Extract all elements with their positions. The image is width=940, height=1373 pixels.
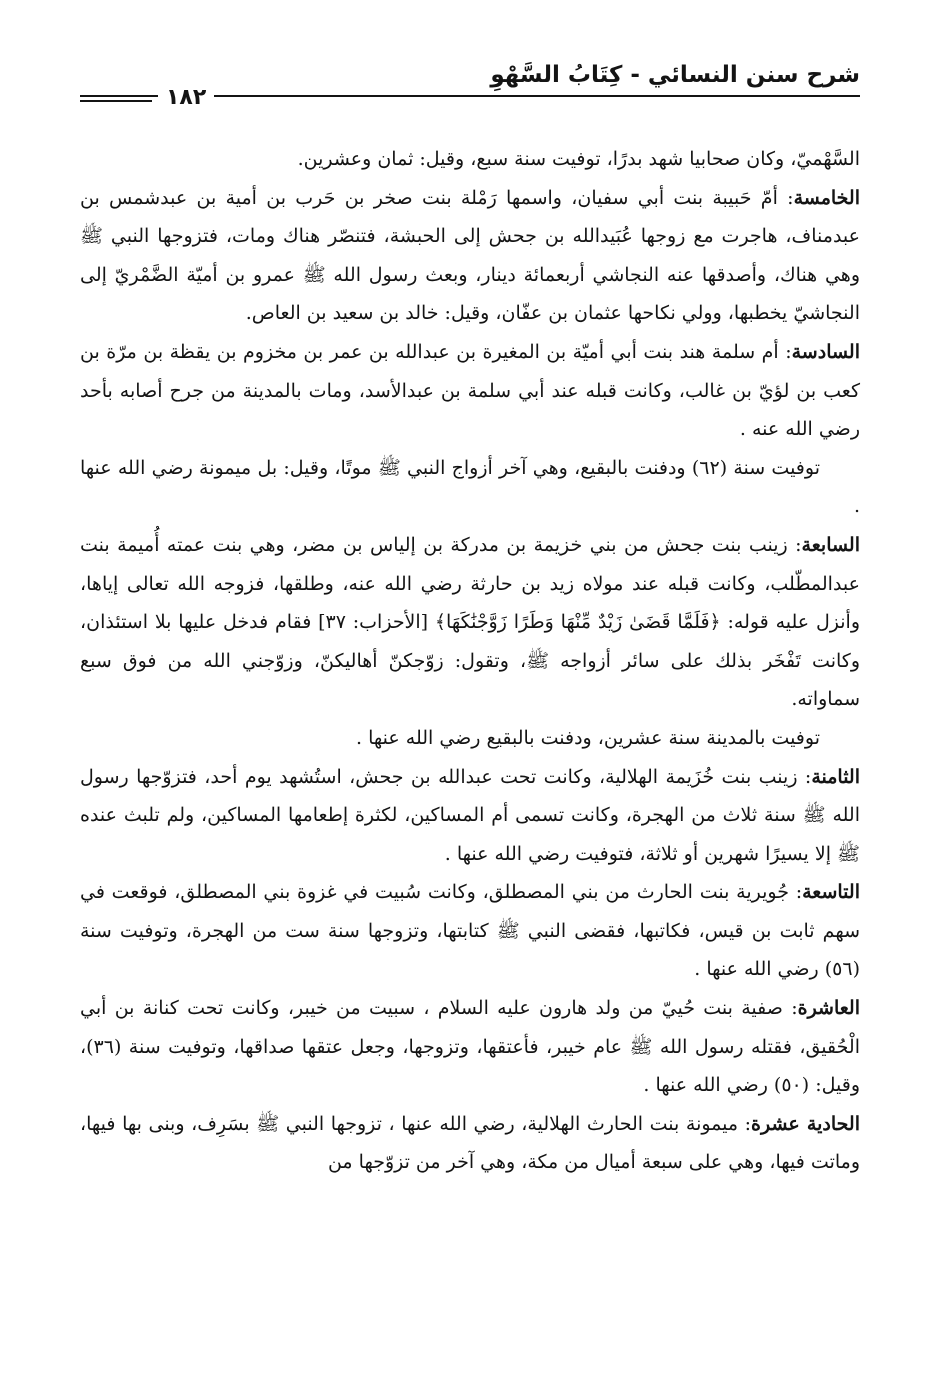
running-header: [80, 52, 860, 112]
paragraph-2: [80, 179, 860, 333]
paragraph-10: [80, 1105, 860, 1182]
paragraph-text: : أم سلمة هند بنت أبي أميّة بن المغيرة بن عبدالله بن عمر بن مخزوم بن يقظة بن مرّة بن كعب بن لؤيّ بن غالب، وكانت قبله عند أبي سلمة بن عبدالأسد، ومات بالمدينة من جرح أصابه بأحد رضي الله عنه .: [80, 340, 860, 441]
paragraph-text: : صفية بنت حُييّ من ولد هارون عليه السلام ، سبيت من خيبر، وكانت تحت كنانة بن أبي الْحُقيق، فقتله رسول الله ﷺ عام خيبر، فأعتقها، وتزوجها، وجعل عتقها صداقها، وتوفيت سنة (٣٦)، وقيل: (٥٠) رضي الله عنها .: [80, 997, 860, 1097]
paragraph-text: : أمّ حَبيبة بنت أبي سفيان، واسمها رَمْلة بنت صخر بن حَرب بن أمية بن عبدشمس بن عبدمناف، هاجرت مع زوجها عُبَيدالله بن جحش إلى الحبشة، فتنصّر هناك ومات، فتزوجها النبي ﷺ وهي هناك، وأصدقها عنه النجاشي أربعمائة دينار، وبعث رسول الله ﷺ عمرو بن أميّة الضَّمْريّ إلى النجاشيّ يخطبها، وولي نكاحها عثمان بن عفّان، وقيل: خالد بن سعيد بن العاص.: [80, 186, 860, 325]
paragraph-lead: التاسعة: [802, 881, 860, 904]
paragraph-text: توفيت بالمدينة سنة عشرين، ودفنت بالبقيع رضي الله عنها .: [356, 726, 820, 749]
paragraph-lead: الحادية عشرة: [751, 1112, 860, 1135]
paragraph-lead: الثامنة: [811, 765, 860, 788]
paragraph-3: [80, 333, 860, 449]
paragraph-4: [80, 449, 860, 526]
paragraph-text: : جُويرية بنت الحارث من بني المصطلق، وكانت سُبيت في غزوة بني المصطلق، فوقعت في سهم ثابت بن قيس، فكاتبها، فقضى النبي ﷺ كتابتها، وتزوجها سنة ست من الهجرة، وتوفيت سنة (٥٦) رضي الله عنها .: [80, 881, 860, 981]
paragraph-7: [80, 758, 860, 874]
paragraph-lead: الخامسة: [793, 186, 860, 209]
paragraph-lead: السابعة: [801, 533, 860, 556]
paragraph-8: [80, 873, 860, 989]
paragraph-1: [80, 140, 860, 179]
paragraph-text: توفيت سنة (٦٢) ودفنت بالبقيع، وهي آخر أزواج النبي ﷺ موتًا، وقيل: بل ميمونة رضي الله عنها .: [80, 456, 860, 518]
paragraph-text: : زينب بنت جحش من بني خزيمة بن مدركة بن إلياس بن مضر، وهي بنت عمته أُميمة بنت عبدالمطّلب، وكانت قبله عند مولاه زيد بن حارثة رضي الله عنه، وطلقها، فزوجه الله تعالى إياها، وأنزل عليه قوله: ﴿فَلَمَّا قَضَىٰ زَيْدٌ مِّنْهَا وَطَرًا زَوَّجْنَٰكَهَا﴾ [الأحزاب: ٣٧] فقام فدخل عليها بلا استئذان، وكانت تَفْخَر بذلك على سائر أزواجه ﷺ، وتقول: زوّجكنّ أهاليكنّ، وزوّجني الله من فوق سبع سماواته.: [80, 533, 860, 711]
paragraph-lead: السادسة: [791, 340, 860, 363]
paragraph-5: [80, 526, 860, 719]
paragraph-6: [80, 719, 860, 758]
paragraph-lead: العاشرة: [797, 997, 860, 1020]
body-text: [80, 140, 860, 1182]
header-rule-secondary: [80, 100, 152, 102]
paragraph-text: السَّهْميّ، وكان صحابيا شهد بدرًا، توفيت سنة سبع، وقيل: ثمان وعشرين.: [297, 148, 860, 170]
paragraph-9: [80, 989, 860, 1105]
paragraph-text: : ميمونة بنت الحارث الهلالية، رضي الله عنها ، تزوجها النبي ﷺ بسَرِف، وبنى بها فيها، وماتت فيها، وهي على سبعة أميال من مكة، وهي آخر من تزوّجها من: [80, 1112, 860, 1174]
paragraph-text: : زينب بنت خُزَيمة الهلالية، وكانت تحت عبدالله بن جحش، استُشهد يوم أحد، فتزوّجها رسول الله ﷺ سنة ثلاث من الهجرة، وكانت تسمى أم المساكين، لكثرة إطعامها المساكين، ولم تلبث عنده ﷺ إلا يسيرًا شهرين أو ثلاثة، فتوفيت رضي الله عنها .: [80, 765, 860, 865]
header-title: شرح سنن النسائي - كِتَابُ السَّهْوِ: [490, 62, 860, 88]
page-number: ١٨٢: [158, 86, 214, 110]
